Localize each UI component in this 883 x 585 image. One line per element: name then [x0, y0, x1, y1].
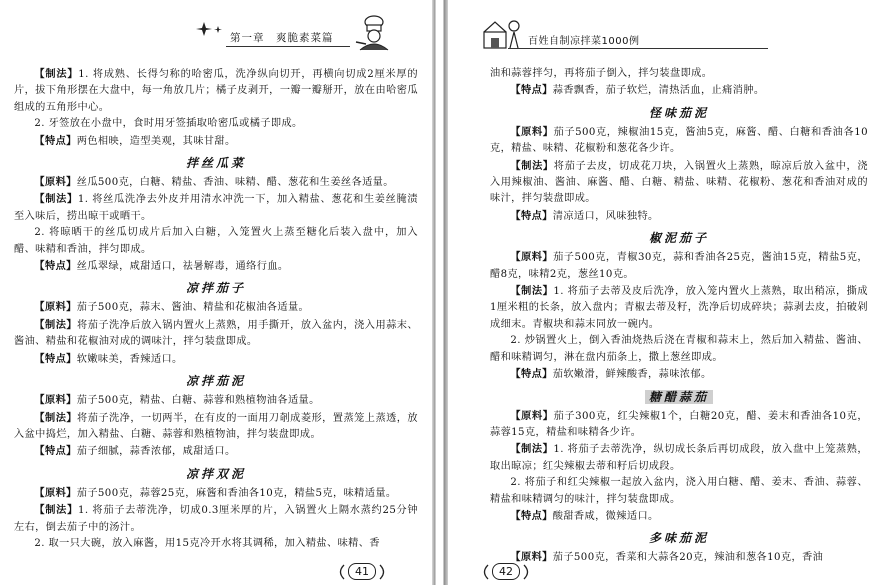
recipe-paragraph [490, 124, 868, 158]
paragraph-text: 1. 将茄子去蒂洗净，纵切成长条后再切成段，放入盘中上笼蒸熟，取出晾凉；红尖辣椒去蒂和籽后切成段。 [490, 444, 868, 472]
recipe-paragraph [14, 133, 418, 150]
header-rule [508, 48, 768, 49]
paragraph-text: 茄子500克，蒜蓉25克，麻酱和香油各10克，精盐5克，味精适量。 [76, 487, 397, 499]
section-label: 【原料】 [510, 409, 554, 422]
paragraph-text: 茄子300克，红尖辣椒1个，白糖20克，醋、姜末和香油各10克，蒜蓉15克，精盐和味精各少许。 [490, 410, 868, 438]
paragraph-text: 茄子细腻，蒜香浓郁，咸甜适口。 [76, 446, 236, 458]
chapter-title: 第一章 爽脆素菜篇 [230, 32, 334, 44]
recipe-paragraph [490, 408, 868, 442]
recipe-paragraph [490, 283, 868, 333]
right-page-footer [480, 561, 540, 583]
right-page-body [490, 66, 868, 567]
header-rule [226, 46, 350, 47]
recipe-title [490, 388, 868, 406]
left-page-footer [336, 561, 396, 583]
recipe-title: 凉拌茄泥 [185, 374, 246, 389]
recipe-paragraph [14, 317, 418, 351]
recipe-paragraph [490, 441, 868, 475]
paragraph-text: 茄子500克，辣椒油15克，酱油5克，麻酱、醋、白糖和香油各10克，精盐、味精、花椒粉和葱花各少许。 [490, 126, 868, 155]
paragraph-text: 茄子500克，蒜末、酱油、精盐和花椒油各适量。 [76, 302, 310, 314]
recipe-paragraph [490, 249, 868, 283]
recipe-paragraph [14, 299, 418, 316]
paragraph-text: 1. 将茄子去蒂洗净，切成0.3厘米厚的片，入锅置火上隔水蒸约25分钟左右，倒去茄子中的汤汁。 [14, 505, 418, 533]
recipe-paragraph [14, 258, 418, 275]
section-label: 【原料】 [34, 301, 77, 314]
recipe-paragraph [14, 116, 418, 132]
recipe-paragraph [490, 549, 868, 566]
paragraph-text: 将茄子洗净，一切两半，在有皮的一面用刀剞成菱形，置蒸笼上蒸透，放入盆中捣烂，加入精盐、白糖、蒜蓉和熟植物油，拌匀装盘即成。 [14, 412, 419, 440]
section-label: 【制法】 [34, 318, 78, 331]
section-label: 【制法】 [34, 411, 78, 424]
paragraph-text: 软嫩味美，香辣适口。 [76, 353, 183, 365]
paragraph-text: 茄软嫩滑，鲜辣酸香，蒜味浓郁。 [552, 369, 712, 381]
book-spine [432, 0, 448, 585]
recipe-paragraph [490, 66, 868, 82]
recipe-paragraph [490, 82, 868, 99]
section-label: 【原料】 [34, 394, 77, 407]
paragraph-text: 丝瓜500克，白糖、精盐、香油、味精、醋、葱花和生姜丝各适量。 [76, 177, 394, 189]
paragraph-text: 2. 牙签放在小盘中，食时用牙签插取哈密瓜或橘子即成。 [34, 118, 303, 130]
recipe-paragraph [490, 208, 868, 225]
paragraph-text: 酸甜香咸，微辣适口。 [552, 510, 659, 522]
section-label: 【原料】 [510, 251, 554, 264]
recipe-paragraph [14, 174, 418, 191]
right-page [448, 0, 883, 585]
vine-ornament-icon [522, 564, 532, 580]
paragraph-text: 茄子500克，香菜和大蒜各20克，辣油和葱各10克，香油 [552, 552, 824, 564]
paragraph-text: 1. 将茄子去蒂及皮后洗净，放入笼内置火上蒸熟，取出稍凉，撕成1厘米粗的长条，放入盘内；青椒去蒂及籽，洗净后切成碎块；蒜剥去皮，拍破剁成细末。青椒块和蒜末同放一碗内。 [490, 286, 868, 330]
section-label: 【制法】 [34, 68, 79, 80]
recipe-paragraph [14, 502, 418, 536]
vine-ornament-icon [480, 564, 490, 580]
section-label: 【制法】 [34, 504, 78, 517]
recipe-paragraph [14, 191, 418, 225]
recipe-paragraph [14, 536, 418, 552]
recipe-title: 椒泥茄子 [648, 231, 709, 246]
paragraph-text: 2. 将茄子和红尖辣椒一起放入盆内，浇入用白糖、醋、姜末、香油、蒜蓉、精盐和味精调匀的味汁，拌匀装盘即成。 [490, 477, 868, 505]
paragraph-text: 清凉适口，风味独特。 [552, 210, 659, 222]
paragraph-text: 两色相映，造型美观，其味甘甜。 [76, 135, 236, 147]
vine-ornament-icon [378, 564, 388, 580]
paragraph-text: 蒜香飘香，茄子软烂，清热活血，止痛消肿。 [552, 85, 765, 97]
sparkle-icon [196, 18, 226, 40]
section-label: 【制法】 [510, 443, 554, 456]
paragraph-text: 1. 将成熟、长得匀称的哈密瓜，洗净纵向切开，再横向切成2厘米厚的片，拔下角形摆在大盘中，每一角放几片；橘子皮剥开，一瓣一瓣掰开，放在由哈密瓜组成的五角形中心。 [14, 69, 418, 113]
left-page-header [0, 14, 432, 54]
recipe-paragraph [14, 225, 418, 258]
kitchen-illustration-icon [482, 14, 522, 52]
paragraph-text: 1. 将丝瓜洗净去外皮并用清水冲洗一下，加入精盐、葱花和生姜丝腌渍至入味后，捞出晾干或晒干。 [14, 194, 418, 222]
recipe-title: 凉拌双泥 [185, 466, 246, 481]
section-label: 【特点】 [510, 368, 553, 381]
recipe-title-text: 糖醋蒜茄 [645, 390, 713, 404]
paragraph-text: 2. 取一只大碗，放入麻酱，用15克冷开水将其调稀，加入精盐、味精、香 [34, 537, 380, 549]
section-label: 【特点】 [34, 352, 77, 365]
section-label: 【原料】 [510, 551, 553, 564]
paragraph-text: 将茄子洗净后放入锅内置火上蒸熟，用手撕开，放入盆内，浇入用蒜末、酱油、精盐和花椒油对成的调味汁，拌匀装盘即成。 [14, 319, 419, 348]
section-label: 【原料】 [34, 486, 77, 499]
paragraph-text: 茄子500克，精盐、白糖、蒜蓉和熟植物油各适量。 [76, 395, 320, 407]
section-label: 【制法】 [510, 285, 554, 298]
paragraph-text: 2. 将晾晒干的丝瓜切成片后加入白糖，入笼置火上蒸至糖化后装入盘中，加入醋、味精和香油，拌匀即成。 [14, 227, 418, 255]
chef-illustration-icon [352, 14, 394, 52]
recipe-paragraph [14, 410, 418, 444]
section-label: 【特点】 [510, 209, 553, 222]
recipe-paragraph [14, 392, 418, 409]
page-number: 42 [492, 563, 520, 580]
section-label: 【制法】 [34, 193, 78, 206]
paragraph-text: 丝瓜翠绿，咸甜适口，祛暑解毒，通络行血。 [76, 261, 289, 273]
section-label: 【制法】 [510, 159, 554, 172]
section-label: 【特点】 [34, 134, 77, 147]
recipe-paragraph [490, 158, 868, 208]
recipe-paragraph [490, 366, 868, 383]
recipe-paragraph [14, 351, 418, 368]
left-page [0, 0, 432, 585]
recipe-title: 凉拌茄子 [185, 281, 246, 296]
section-label: 【原料】 [34, 176, 77, 189]
vine-ornament-icon [336, 564, 346, 580]
recipe-title: 拌丝瓜菜 [185, 156, 246, 171]
section-label: 【特点】 [34, 260, 77, 273]
section-label: 【特点】 [510, 84, 553, 97]
paragraph-text: 茄子500克，青椒30克，蒜和香油各25克，酱油15克，精盐5克，醋8克，味精2克，葱丝10克。 [490, 252, 868, 280]
recipe-title: 多味茄泥 [648, 531, 709, 546]
recipe-paragraph [490, 508, 868, 525]
recipe-title: 怪味茄泥 [648, 105, 709, 120]
recipe-paragraph [14, 443, 418, 460]
section-label: 【特点】 [34, 445, 77, 458]
recipe-paragraph [490, 475, 868, 508]
paragraph-text: 将茄子去皮，切成花刀块，入锅置火上蒸熟，晾凉后放入盆中，浇入用辣椒油、酱油、麻酱、醋、白糖、精盐、味精、花椒粉、葱花和香油对成的味汁，拌匀装盘即成。 [490, 160, 868, 205]
right-page-header [448, 14, 883, 54]
page-number: 41 [348, 563, 376, 580]
paragraph-text: 油和蒜蓉拌匀，再将茄子倒入，拌匀装盘即成。 [490, 68, 713, 79]
section-label: 【特点】 [510, 509, 553, 522]
left-page-body [14, 66, 418, 552]
book-title: 百姓自制凉拌菜1000例 [528, 36, 640, 47]
recipe-paragraph [490, 333, 868, 366]
paragraph-text: 2. 炒锅置火上，倒入香油烧热后浇在青椒和蒜末上，然后加入精盐、酱油、醋和味精调匀，淋在盘内茄条上，撒上葱丝即成。 [490, 335, 868, 363]
recipe-paragraph [14, 66, 418, 116]
section-label: 【原料】 [510, 125, 554, 138]
recipe-paragraph [14, 485, 418, 502]
